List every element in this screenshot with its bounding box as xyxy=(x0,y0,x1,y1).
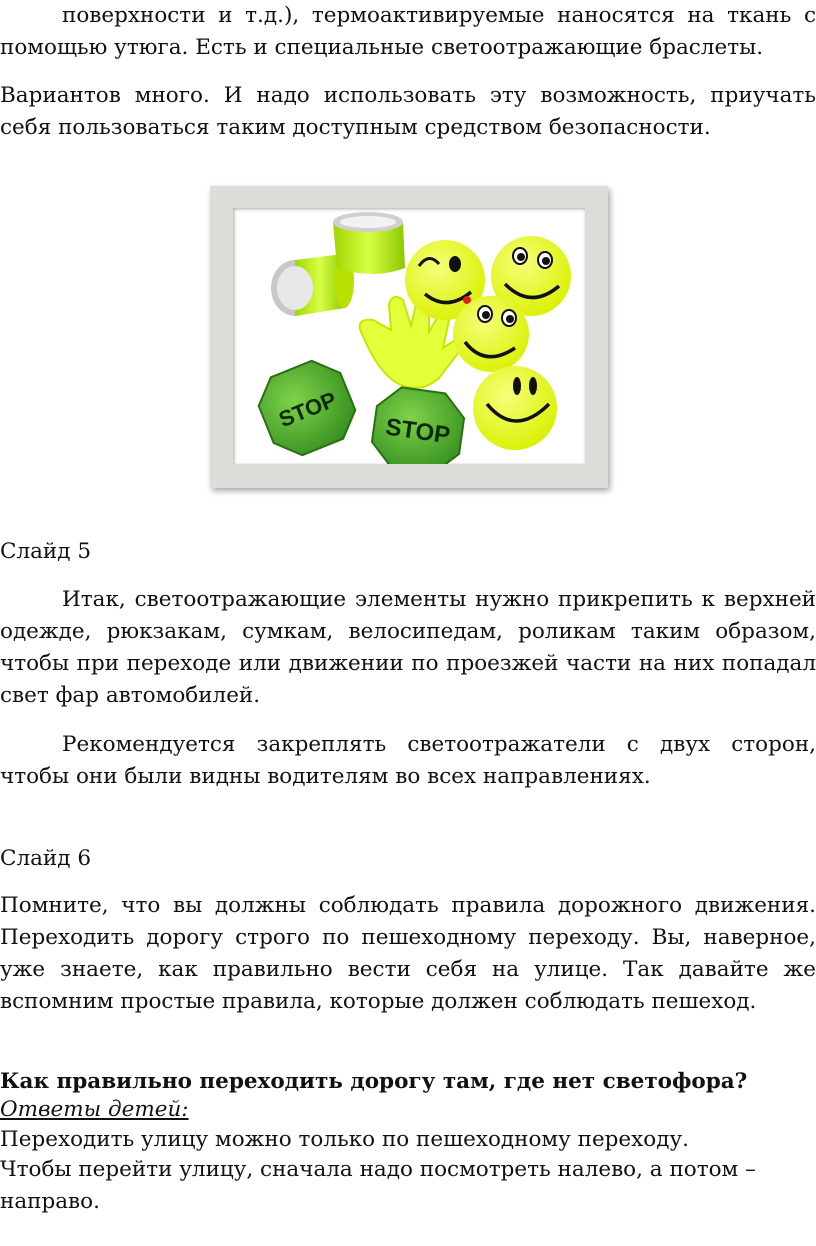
bracelet-rolled-right xyxy=(333,212,405,274)
stop-sign-right-text: STOP xyxy=(383,413,452,450)
answer-2: Чтобы перейти улицу, сначала надо посмотреть налево, а потом – направо. xyxy=(0,1157,756,1214)
smiley-happy-bottom xyxy=(473,366,557,450)
picture-frame xyxy=(210,186,608,488)
answers-label: Ответы детей: xyxy=(0,1097,189,1122)
slide6-paragraph-1: Помните, что вы должны соблюдать правила дорожного движения. Переходить дорогу строго по пешеходному переходу. Вы, наверное, уже знаете, как правильно вести себя на улице. Так давайте же вспомним простые правила, которые должен соблюдать пешеход. xyxy=(0,893,816,1014)
reflective-items-illustration xyxy=(233,208,585,464)
stop-sign-left xyxy=(250,353,363,464)
answer-1: Переходить улицу можно только по пешеходному переходу. xyxy=(0,1127,689,1152)
stop-sign-right xyxy=(369,384,467,464)
slide6-heading: Слайд 6 xyxy=(0,846,92,871)
slide5-paragraph-2: Рекомендуется закреплять светоотражатели с двух сторон, чтобы они были видны водителям во всех направлениях. xyxy=(0,732,816,789)
question-heading: Как правильно переходить дорогу там, где нет светофора? xyxy=(0,1069,748,1094)
slide5-heading: Слайд 5 xyxy=(0,539,92,564)
paragraph-options: Вариантов много. И надо использовать эту возможность, приучать себя пользоваться таким доступным средством безопасности. xyxy=(0,83,816,140)
stop-sign-left-text: STOP xyxy=(275,386,340,433)
smiley-happy-middle xyxy=(453,296,529,372)
reflective-items-photo xyxy=(233,208,585,464)
slide5-paragraph-1: Итак, светоотражающие элементы нужно прикрепить к верхней одежде, рюкзакам, сумкам, велосипедам, роликам таким образом, чтобы при переходе или движении по проезжей части на них попадал свет фар автомобилей. xyxy=(0,587,816,708)
paragraph-continuation: поверхности и т.д.), термоактивируемые наносятся на ткань с помощью утюга. Есть и специальные светоотражающие браслеты. xyxy=(0,3,816,60)
